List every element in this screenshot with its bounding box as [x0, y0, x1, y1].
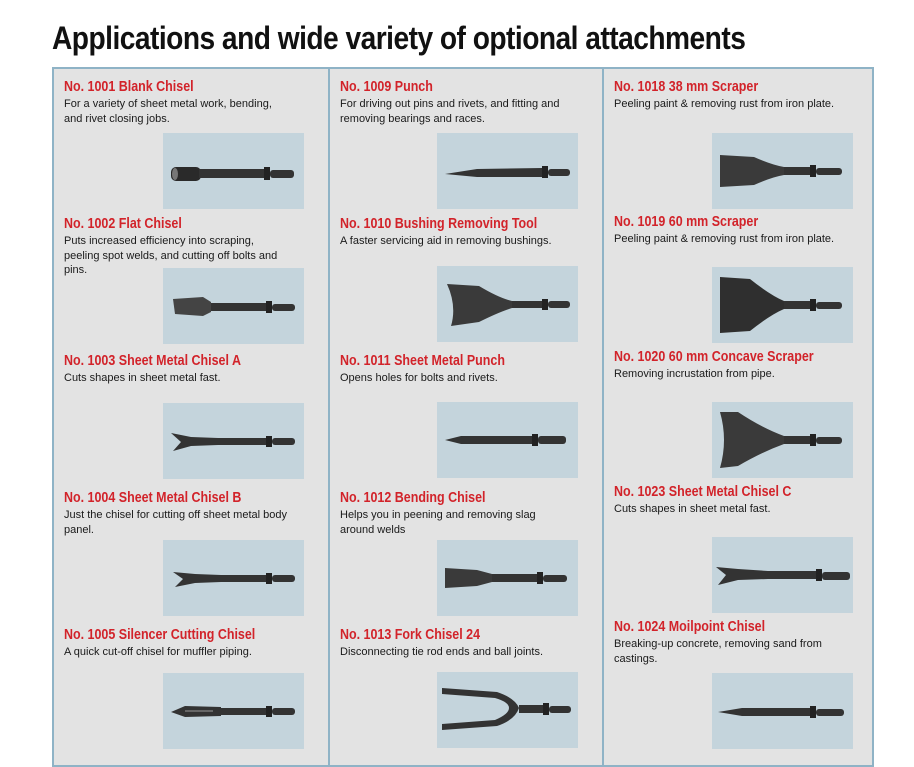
item-description: Helps you in peening and removing slag around welds — [340, 509, 536, 536]
item-description: A faster servicing aid in removing bushings. — [340, 235, 552, 247]
page-title: Applications and wide variety of optional attachments — [52, 20, 746, 56]
attachment-item — [330, 617, 604, 752]
attachment-item — [54, 480, 328, 615]
item-title: No. 1002 Flat Chisel — [64, 216, 182, 232]
attachment-item — [604, 69, 878, 204]
sheet-metal-punch-icon — [437, 402, 578, 478]
item-title: No. 1018 38 mm Scraper — [614, 79, 759, 95]
item-title: No. 1013 Fork Chisel 24 — [340, 627, 481, 643]
attachment-item — [604, 474, 878, 609]
scraper-icon — [712, 133, 853, 209]
wide-scraper-icon — [712, 267, 853, 343]
moilpoint-chisel-icon — [712, 673, 853, 749]
attachment-item — [604, 339, 878, 474]
bushing-tool-icon — [437, 266, 578, 342]
item-description: Peeling paint & removing rust from iron plate. — [614, 98, 835, 110]
item-description: A quick cut-off chisel for muffler piping. — [64, 646, 252, 658]
blank-chisel-icon — [163, 133, 304, 209]
attachment-item — [330, 206, 604, 341]
column-3 — [602, 69, 878, 765]
item-description: Breaking-up concrete, removing sand from castings. — [614, 638, 822, 665]
item-title: No. 1004 Sheet Metal Chisel B — [64, 490, 242, 506]
item-title: No. 1024 Moilpoint Chisel — [614, 619, 766, 635]
column-1 — [54, 69, 328, 765]
item-title: No. 1009 Punch — [340, 79, 433, 95]
item-description: Peeling paint & removing rust from iron plate. — [614, 233, 835, 245]
item-description: Cuts shapes in sheet metal fast. — [64, 372, 221, 384]
concave-scraper-icon — [712, 402, 853, 478]
item-title: No. 1010 Bushing Removing Tool — [340, 216, 538, 232]
sheet-metal-chisel-icon — [163, 403, 304, 479]
item-title: No. 1020 60 mm Concave Scraper — [614, 349, 814, 365]
item-description: Disconnecting tie rod ends and ball joints. — [340, 646, 544, 658]
column-2 — [328, 69, 604, 765]
item-description: Just the chisel for cutting off sheet metal body panel. — [64, 509, 287, 536]
attachment-item — [54, 69, 328, 204]
flat-chisel-icon — [163, 268, 304, 344]
item-title: No. 1019 60 mm Scraper — [614, 214, 759, 230]
item-title: No. 1005 Silencer Cutting Chisel — [64, 627, 256, 643]
item-title: No. 1012 Bending Chisel — [340, 490, 486, 506]
item-title: No. 1011 Sheet Metal Punch — [340, 353, 505, 369]
item-title: No. 1023 Sheet Metal Chisel C — [614, 484, 792, 500]
fork-chisel-icon — [437, 672, 578, 748]
punch-icon — [437, 133, 578, 209]
item-description: For driving out pins and rivets, and fitting and removing bearings and races. — [340, 98, 560, 125]
attachment-item — [54, 617, 328, 752]
attachment-item — [330, 480, 604, 615]
item-description: Opens holes for bolts and rivets. — [340, 372, 498, 384]
sheet-metal-chisel-icon — [712, 537, 853, 613]
attachment-item — [54, 206, 328, 341]
item-description: For a variety of sheet metal work, bending, and rivet closing jobs. — [64, 98, 272, 125]
silencer-chisel-icon — [163, 673, 304, 749]
attachments-grid — [52, 67, 874, 767]
attachment-item — [330, 343, 604, 478]
item-description: Removing incrustation from pipe. — [614, 368, 775, 380]
item-title: No. 1001 Blank Chisel — [64, 79, 194, 95]
attachment-item — [54, 343, 328, 478]
attachment-item — [330, 69, 604, 204]
bending-chisel-icon — [437, 540, 578, 616]
sheet-metal-chisel-icon — [163, 540, 304, 616]
item-description: Cuts shapes in sheet metal fast. — [614, 503, 771, 515]
attachment-item — [604, 609, 878, 744]
item-title: No. 1003 Sheet Metal Chisel A — [64, 353, 241, 369]
attachment-item — [604, 204, 878, 339]
item-description: Puts increased efficiency into scraping, peeling spot welds, and cutting off bolts and pins. — [64, 235, 278, 276]
